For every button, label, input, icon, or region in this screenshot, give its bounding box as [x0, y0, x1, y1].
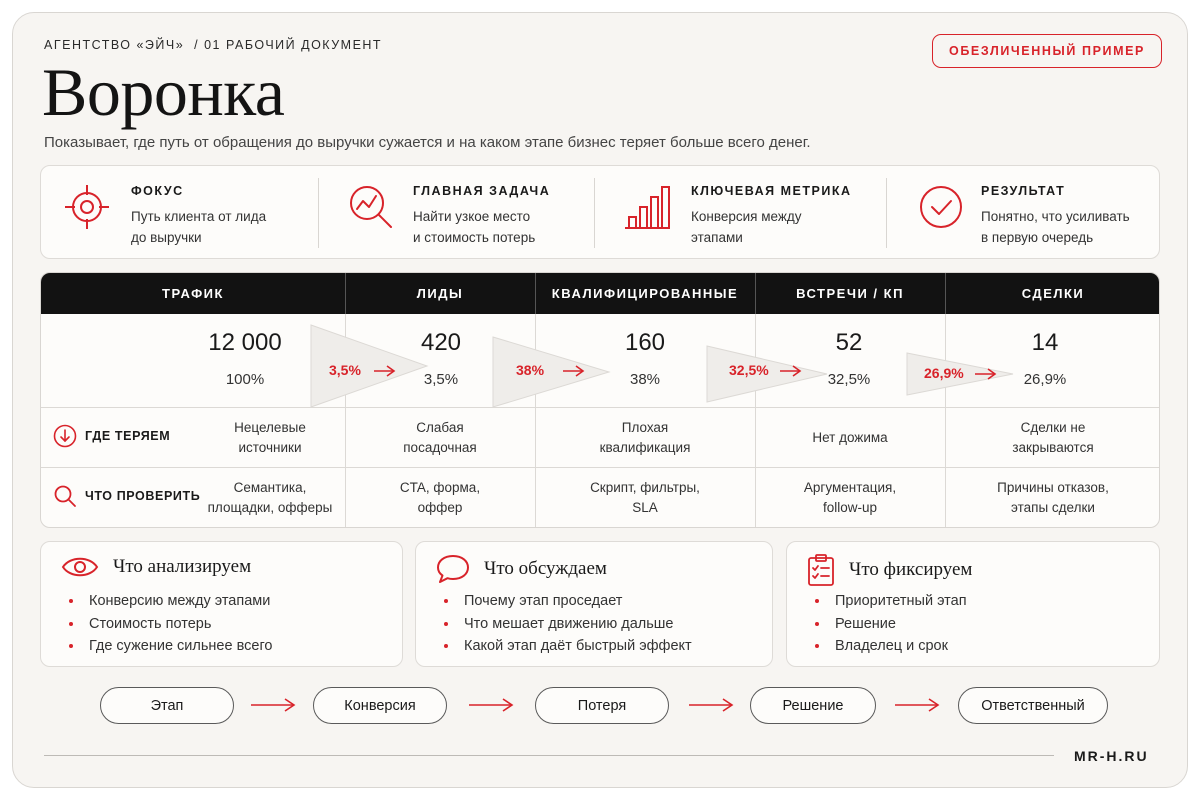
cell-line: Слабая	[416, 420, 464, 435]
list-item: Какой этап даёт быстрый эффект	[444, 635, 692, 658]
search-icon	[53, 484, 77, 508]
list-item: Что мешает движению дальше	[444, 613, 692, 636]
info-heading: РЕЗУЛЬТАТ	[981, 184, 1066, 198]
conversion-label	[924, 365, 998, 381]
divider	[594, 178, 595, 248]
arrow-right-icon	[562, 365, 586, 377]
stage-count: 160	[624, 329, 666, 356]
stage-share: 32,5%	[827, 371, 871, 388]
info-text-line: Путь клиента от лида	[131, 209, 267, 224]
check-cell	[945, 478, 1160, 518]
info-focus	[63, 166, 333, 260]
footer-site: MR-H.RU	[1074, 748, 1149, 764]
panel-title: Что анализируем	[113, 556, 252, 577]
magnifier-trend-icon	[347, 183, 395, 231]
list-item: Где сужение сильнее всего	[69, 635, 272, 658]
stage-share: 100%	[225, 371, 265, 388]
panel-list	[69, 590, 272, 658]
breadcrumb-doc: 01 РАБОЧИЙ ДОКУМЕНТ	[204, 38, 383, 52]
cell-line: Нет дожима	[812, 430, 888, 445]
loss-cell	[535, 418, 755, 458]
stage-header: ЛИДЫ	[416, 286, 464, 301]
check-row-label	[53, 484, 200, 508]
page-title: Воронка	[42, 54, 285, 130]
cell-line: SLA	[632, 500, 658, 515]
cell-line: посадочная	[403, 440, 477, 455]
flow-step: Решение	[750, 687, 876, 724]
cell-line: Сделки не	[1020, 420, 1086, 435]
cell-line: Аргументация,	[803, 480, 897, 495]
stage-count: 12 000	[208, 329, 282, 356]
stage-header: СДЕЛКИ	[1021, 286, 1085, 301]
stage-share: 3,5%	[423, 371, 459, 388]
loss-cell	[945, 418, 1160, 458]
arrow-right-icon	[688, 697, 734, 713]
anonymized-badge: ОБЕЗЛИЧЕННЫЙ ПРИМЕР	[932, 34, 1162, 68]
funnel-table	[40, 272, 1160, 528]
info-text-line: Найти узкое место	[413, 209, 531, 224]
divider	[44, 755, 1054, 756]
conversion-label	[329, 362, 397, 378]
conversion-value: 38%	[516, 362, 545, 378]
stage-header: ТРАФИК	[162, 286, 224, 301]
conversion-label	[729, 362, 803, 378]
cell-line: Причины отказов,	[997, 480, 1109, 495]
stage-header: КВАЛИФИЦИРОВАННЫЕ	[551, 286, 739, 301]
divider	[41, 467, 1160, 468]
info-text-line: и стоимость потерь	[413, 230, 536, 245]
breadcrumb-separator: /	[194, 38, 200, 52]
cell-line: оффер	[417, 500, 463, 515]
arrow-right-icon	[974, 368, 998, 380]
arrow-right-icon	[779, 365, 803, 377]
panel-analyze	[40, 541, 403, 667]
stage-count: 14	[1031, 329, 1059, 356]
cell-line: источники	[238, 440, 302, 455]
panel-discuss	[415, 541, 773, 667]
info-heading: ФОКУС	[131, 184, 184, 198]
stage-share: 38%	[629, 371, 661, 388]
info-result	[917, 166, 1157, 260]
cell-line: закрываются	[1012, 440, 1094, 455]
info-heading: КЛЮЧЕВАЯ МЕТРИКА	[691, 184, 852, 198]
info-heading: ГЛАВНАЯ ЗАДАЧА	[413, 184, 551, 198]
target-icon	[63, 183, 111, 231]
conversion-label	[516, 362, 586, 378]
check-circle-icon	[917, 183, 965, 231]
cell-line: Скрипт, фильтры,	[590, 480, 700, 495]
info-text	[413, 206, 613, 248]
funnel-header	[41, 273, 1160, 314]
info-text-line: этапами	[691, 230, 743, 245]
check-cell	[195, 478, 345, 518]
cell-line: CTA, форма,	[399, 480, 481, 495]
info-text-line: Понятно, что усиливать	[981, 209, 1130, 224]
conversion-value: 32,5%	[729, 362, 769, 378]
arrow-right-icon	[250, 697, 296, 713]
check-cell	[755, 478, 945, 518]
cell-line: квалификация	[599, 440, 691, 455]
stage-header: ВСТРЕЧИ / КП	[796, 286, 904, 301]
cell-line: follow-up	[822, 500, 878, 515]
divider	[41, 407, 1160, 408]
flow-step: Этап	[100, 687, 234, 724]
bar-chart-icon	[623, 183, 671, 231]
check-cell	[535, 478, 755, 518]
arrow-right-icon	[373, 365, 397, 377]
list-item: Почему этап проседает	[444, 590, 692, 613]
loss-cell	[345, 418, 535, 458]
page-subtitle: Показывает, где путь от обращения до выручки сужается и на каком этапе бизнес теряет больше всего денег.	[44, 134, 811, 151]
cell-line: Нецелевые	[234, 420, 306, 435]
flow-step: Ответственный	[958, 687, 1108, 724]
loss-cell	[755, 428, 945, 448]
list-item: Конверсию между этапами	[69, 590, 272, 613]
divider	[318, 178, 319, 248]
info-metric	[623, 166, 903, 260]
divider	[886, 178, 887, 248]
stage-count: 52	[835, 329, 863, 356]
loss-label-text: ГДЕ ТЕРЯЕМ	[85, 429, 171, 443]
panel-header	[807, 554, 972, 586]
breadcrumb	[44, 38, 382, 52]
cell-line: Семантика,	[233, 480, 307, 495]
list-item: Приоритетный этап	[815, 590, 967, 613]
conversion-value: 26,9%	[924, 365, 964, 381]
info-text-line: в первую очередь	[981, 230, 1094, 245]
speech-bubble-icon	[436, 554, 470, 584]
arrow-right-icon	[468, 697, 514, 713]
panel-title: Что фиксируем	[849, 559, 973, 580]
info-text	[131, 206, 331, 248]
panel-title: Что обсуждаем	[484, 558, 607, 579]
panel-header	[436, 554, 607, 584]
breadcrumb-agency: АГЕНТСТВО «ЭЙЧ»	[44, 38, 185, 52]
panel-header	[61, 554, 251, 580]
arrow-down-circle-icon	[53, 424, 77, 448]
check-label-text: ЧТО ПРОВЕРИТЬ	[85, 489, 201, 503]
cell-line: этапы сделки	[1011, 500, 1095, 515]
panel-record	[786, 541, 1160, 667]
clipboard-check-icon	[807, 554, 835, 586]
cell-line: Плохая	[621, 420, 669, 435]
panel-list	[815, 590, 967, 658]
loss-row-label	[53, 424, 170, 448]
list-item: Решение	[815, 613, 967, 636]
cell-line: площадки, офферы	[207, 500, 333, 515]
info-text	[691, 206, 891, 248]
arrow-right-icon	[894, 697, 940, 713]
info-task	[347, 166, 607, 260]
eye-icon	[61, 554, 99, 580]
loss-cell	[195, 418, 345, 458]
info-text	[981, 206, 1181, 248]
conversion-value: 3,5%	[329, 362, 361, 378]
list-item: Стоимость потерь	[69, 613, 272, 636]
flow-step: Потеря	[535, 687, 669, 724]
info-strip	[40, 165, 1160, 259]
panel-list	[444, 590, 692, 658]
stage-share: 26,9%	[1023, 371, 1067, 388]
check-cell	[345, 478, 535, 518]
info-text-line: Конверсия между	[691, 209, 802, 224]
stage-count: 420	[420, 329, 462, 356]
info-text-line: до выручки	[131, 230, 202, 245]
list-item: Владелец и срок	[815, 635, 967, 658]
flow-step: Конверсия	[313, 687, 447, 724]
